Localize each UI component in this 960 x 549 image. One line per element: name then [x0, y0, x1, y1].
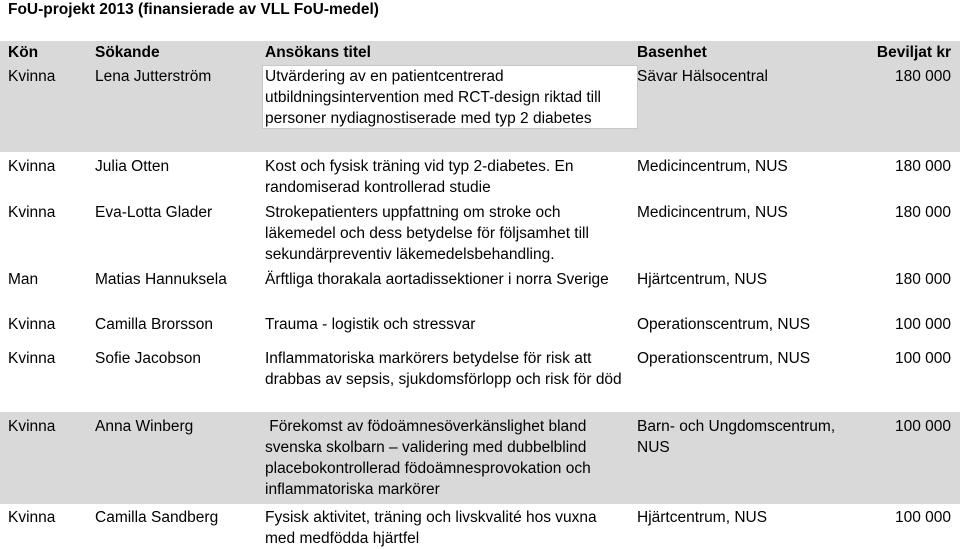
cell-beviljat: 100 000 [894, 316, 951, 333]
table-row [0, 309, 960, 344]
cell-basenhet: Medicincentrum, NUS [637, 158, 788, 175]
cell-kon: Kvinna [8, 350, 56, 367]
cell-kon: Kvinna [8, 418, 56, 435]
cell-titel-line: Inflammatoriska markörers betydelse för risk att [265, 350, 592, 367]
header-titel: Ansökans titel [265, 44, 371, 61]
cell-titel-line: personer nydiagnostiserade med typ 2 diabetes [265, 110, 592, 127]
cell-basenhet-line: NUS [637, 439, 670, 456]
header-basenhet: Basenhet [637, 44, 707, 61]
cell-kon: Man [8, 271, 39, 288]
cell-basenhet: Operationscentrum, NUS [637, 350, 811, 367]
cell-titel-line: drabbas av sepsis, sjukdomsförlopp och risk för död [265, 371, 622, 388]
cell-sokande: Sofie Jacobson [95, 350, 201, 367]
cell-titel-line: placebokontrollerad födoämnesprovokation och [265, 460, 591, 477]
table-row [0, 504, 960, 549]
cell-titel-line: randomiserad kontrollerad studie [265, 179, 491, 196]
cell-titel-line: sekundärpreventiv läkemedelsbehandling. [265, 246, 555, 263]
table-row [0, 344, 960, 408]
table-row [0, 152, 960, 197]
cell-titel-line: utbildningsintervention med RCT-design riktad till [265, 89, 601, 106]
cell-titel-line: Förekomst av födoämnesöverkänslighet bland [265, 418, 587, 435]
cell-titel-line: Utvärdering av en patientcentrerad [265, 68, 504, 85]
cell-basenhet-line: Barn- och Ungdomscentrum, [637, 418, 836, 435]
cell-beviljat: 180 000 [894, 68, 951, 85]
cell-beviljat: 180 000 [894, 158, 951, 175]
header-kon: Kön [8, 44, 39, 61]
cell-basenhet: Operationscentrum, NUS [637, 316, 811, 333]
cell-beviljat: 180 000 [894, 271, 951, 288]
cell-titel-line: Kost och fysisk träning vid typ 2-diabetes. En [265, 158, 574, 175]
cell-kon: Kvinna [8, 158, 56, 175]
cell-kon: Kvinna [8, 509, 56, 526]
cell-titel-line: Strokepatienters uppfattning om stroke och [265, 204, 561, 221]
cell-sokande: Camilla Sandberg [95, 509, 219, 526]
cell-titel-line: läkemedel och dess betydelse för följsamhet till [265, 225, 589, 242]
table-row [0, 197, 960, 264]
cell-sokande: Julia Otten [95, 158, 170, 175]
cell-kon: Kvinna [8, 68, 56, 85]
cell-titel-line: med medfödda hjärtfel [265, 530, 420, 547]
cell-basenhet: Hjärtcentrum, NUS [637, 509, 768, 526]
cell-beviljat: 100 000 [894, 509, 951, 526]
cell-sokande: Lena Jutterström [95, 68, 212, 85]
table-row [0, 65, 960, 152]
cell-sokande: Camilla Brorsson [95, 316, 214, 333]
cell-beviljat: 180 000 [894, 204, 951, 221]
cell-titel-line: Ärftliga thorakala aortadissektioner i norra Sverige [265, 271, 609, 288]
cell-beviljat: 100 000 [894, 350, 951, 367]
cell-sokande: Eva-Lotta Glader [95, 204, 213, 221]
header-beviljat: Beviljat kr [876, 44, 951, 61]
cell-basenhet: Hjärtcentrum, NUS [637, 271, 768, 288]
table-header [0, 41, 960, 65]
cell-sokande: Anna Winberg [95, 418, 194, 435]
cell-titel-line: inflammatoriska markörer [265, 481, 440, 498]
cell-kon: Kvinna [8, 204, 56, 221]
cell-beviljat: 100 000 [894, 418, 951, 435]
table-row [0, 264, 960, 309]
cell-sokande: Matias Hannuksela [95, 271, 227, 288]
cell-titel-line: svenska skolbarn – validering med dubbelblind [265, 439, 587, 456]
cell-basenhet: Sävar Hälsocentral [637, 68, 768, 85]
cell-titel-line: Trauma - logistik och stressvar [265, 316, 476, 333]
cell-basenhet: Medicincentrum, NUS [637, 204, 788, 221]
cell-titel-line: Fysisk aktivitet, träning och livskvalité hos vuxna [265, 509, 597, 526]
header-sokande: Sökande [95, 44, 160, 61]
cell-kon: Kvinna [8, 316, 56, 333]
page-title: FoU-projekt 2013 (finansierade av VLL FoU-medel) [8, 1, 379, 18]
table-row [0, 412, 960, 504]
